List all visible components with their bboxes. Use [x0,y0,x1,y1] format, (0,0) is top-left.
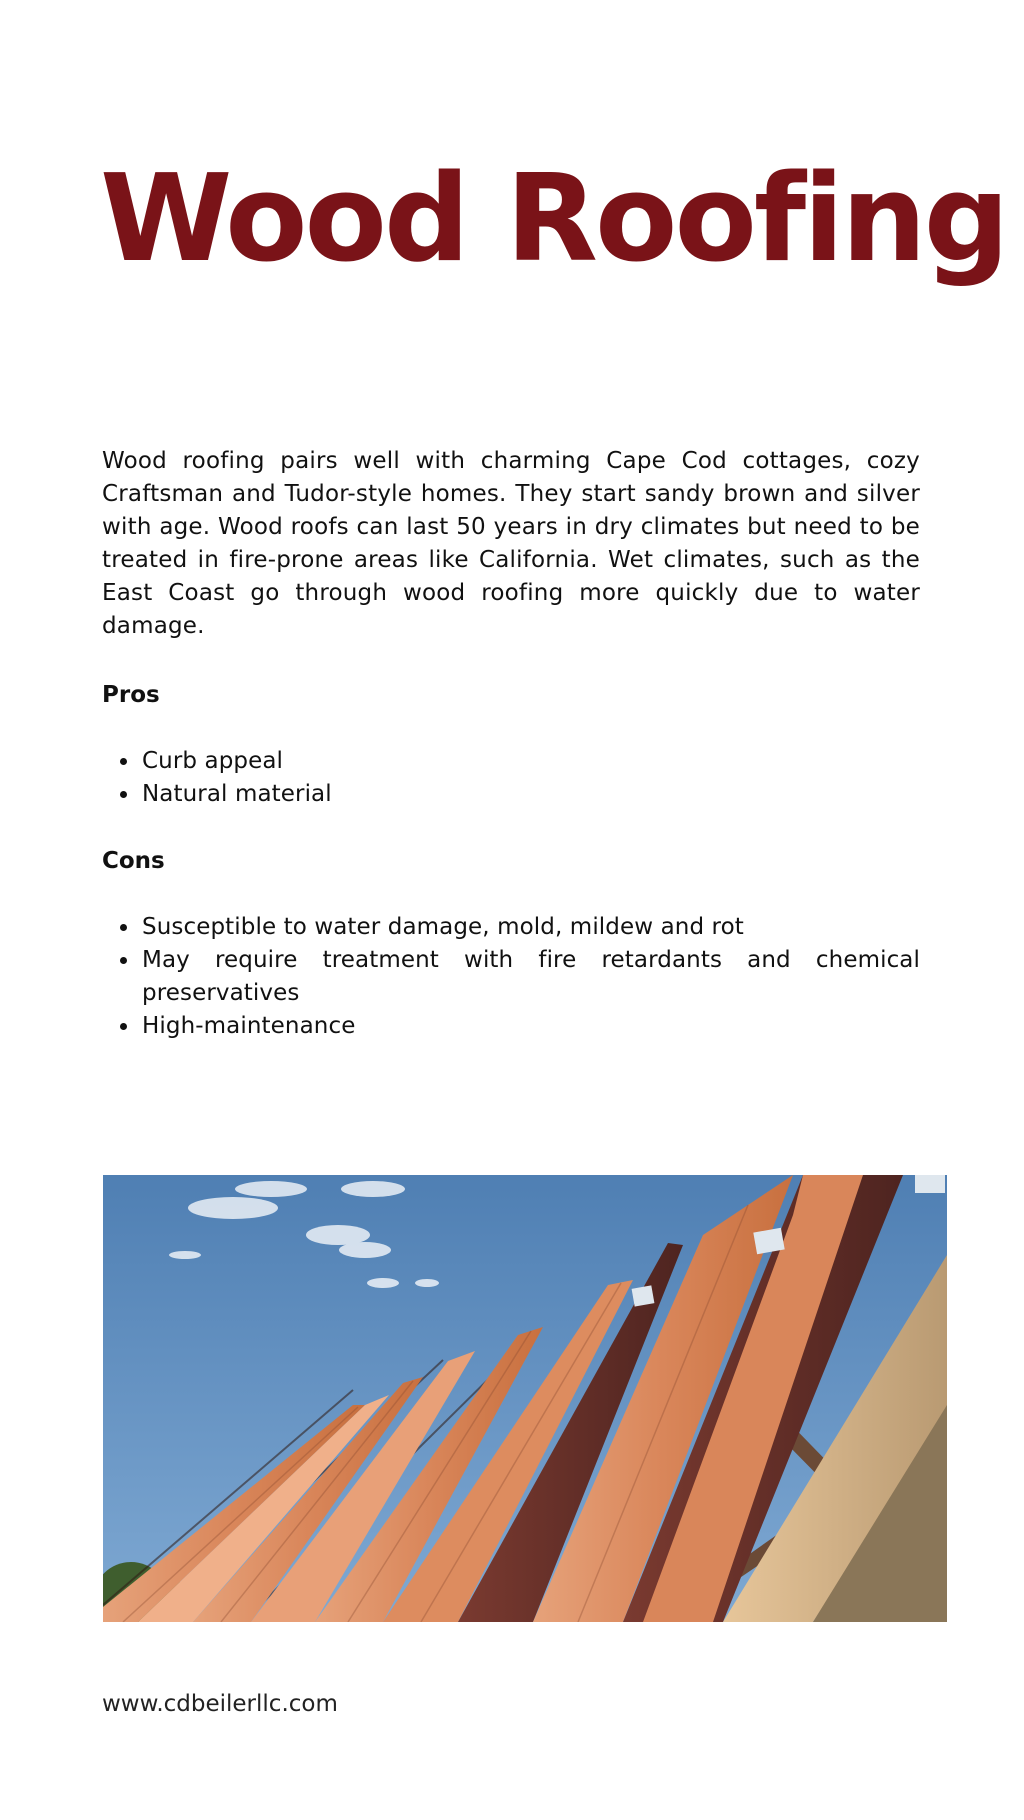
cons-list [102,911,920,1043]
list-item: High-maintenance [102,1010,920,1043]
footer-url[interactable]: www.cdbeilerllc.com [102,1691,338,1717]
page-title: Wood Roofing [100,150,1007,289]
list-item: Curb appeal [102,745,920,778]
intro-paragraph: Wood roofing pairs well with charming Cape Cod cottages, cozy Craftsman and Tudor-style homes. They start sandy brown and silver with age. Wood roofs can last 50 years in dry climates but need to be treated in fire-prone areas like California. Wet climates, such as the East Coast go through wood roofing more quickly due to water damage. [102,448,920,639]
list-item: Susceptible to water damage, mold, mildew and rot [102,911,920,944]
roof-rafters-photo [103,1175,947,1622]
pros-heading: Pros [102,682,160,708]
cons-heading: Cons [102,848,165,874]
pros-list [102,745,920,811]
list-item: May require treatment with fire retardants and chemical preservatives [102,944,920,1010]
list-item: Natural material [102,778,920,811]
